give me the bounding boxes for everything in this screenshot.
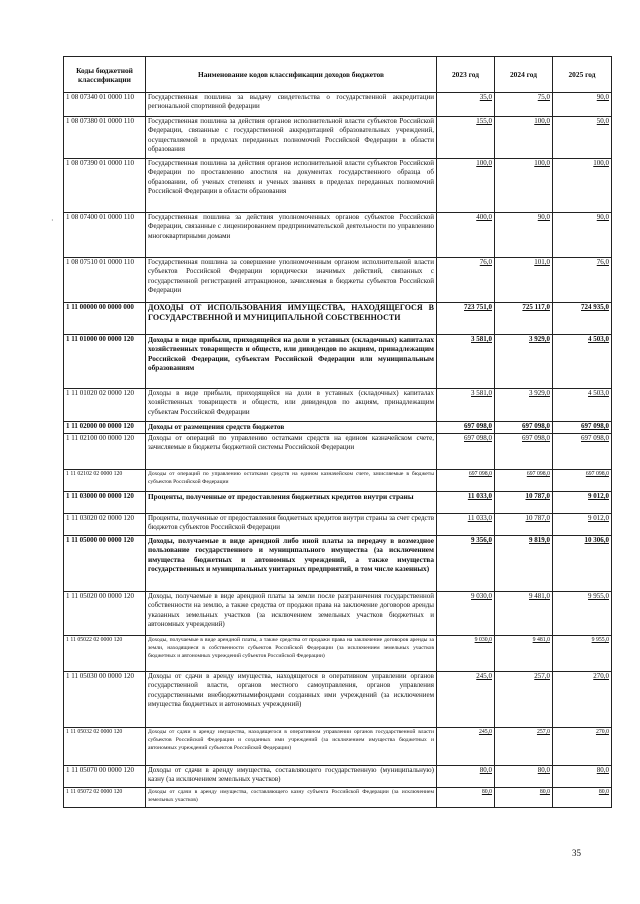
table-row: [64, 335, 612, 389]
row-name: Доходы от сдачи в аренду имущества, составляющего государственную (муниципальную) казну (за исключением земельных участков): [146, 766, 437, 788]
row-value-2023: 3 581,0: [437, 335, 495, 389]
row-code: 1 11 00000 00 0000 000: [64, 303, 146, 335]
row-value-2023: 245,0: [437, 672, 495, 728]
header-2024: 2024 год: [495, 57, 553, 93]
table-row: [64, 389, 612, 422]
row-name: Доходы от сдачи в аренду имущества, находящегося в оперативном управлении органов государственной власти субъектов Российской Федерации и созданных ими учреждений (за исключением имущества бюджетных и автономных учреждений субъектов Российской Федерации): [146, 728, 437, 766]
row-value-2024: 697 098,0: [495, 422, 553, 434]
row-value-2025: 4 503,0: [553, 389, 612, 422]
row-name: Доходы в виде прибыли, приходящейся на доли в уставных (складочных) капиталах хозяйственных товариществ и обществ, или дивидендов по акциям, принадлежащим субъектам Российской Федерации: [146, 389, 437, 422]
row-value-2025: 50,0: [553, 117, 612, 159]
table-row: [64, 672, 612, 728]
row-name: Доходы от сдачи в аренду имущества, находящегося в оперативном управлении органов государственной власти, органов местного самоуправления, органов управления государственными внебюджетнымифондами созданных ими учреждений (за исключением имущества бюджетных и автономных учреждений): [146, 672, 437, 728]
row-value-2023: 80,0: [437, 788, 495, 808]
row-value-2024: 257,0: [495, 728, 553, 766]
row-value-2024: 90,0: [495, 213, 553, 258]
row-code: 1 11 02100 00 0000 120: [64, 434, 146, 470]
table-row: [64, 213, 612, 258]
row-name: Доходы от размещения средств бюджетов: [146, 422, 437, 434]
row-code: 1 11 01000 00 0000 120: [64, 335, 146, 389]
row-value-2023: 245,0: [437, 728, 495, 766]
row-value-2024: 9 481,0: [495, 636, 553, 672]
row-name: Доходы, получаемые в виде арендной платы за земли после разграничения государственной собственности на землю, а также средства от продажи права на заключение договоров аренды указанных земельных участков (за исключением земельных участков бюджетных и автономных учреждений): [146, 592, 437, 636]
row-value-2023: 9 356,0: [437, 536, 495, 592]
row-name: Доходы от операций по управлению остатками средств на едином казначейском счете, зачисляемые в бюджеты субъектов Российской Федерации: [146, 470, 437, 492]
row-code: 1 11 05020 00 0000 120: [64, 592, 146, 636]
row-value-2025: 724 935,0: [553, 303, 612, 335]
row-value-2023: 9 030,0: [437, 592, 495, 636]
row-value-2024: 9 819,0: [495, 536, 553, 592]
row-value-2024: 9 481,0: [495, 592, 553, 636]
header-2025: 2025 год: [553, 57, 612, 93]
row-value-2024: 100,0: [495, 159, 553, 213]
row-value-2023: 11 033,0: [437, 492, 495, 514]
table-row: [64, 766, 612, 788]
row-value-2025: 90,0: [553, 213, 612, 258]
row-value-2024: 101,0: [495, 258, 553, 303]
table-row: [64, 434, 612, 470]
row-value-2024: 697 098,0: [495, 470, 553, 492]
row-value-2025: 80,0: [553, 766, 612, 788]
row-value-2025: 270,0: [553, 728, 612, 766]
row-value-2023: 100,0: [437, 159, 495, 213]
table-row: [64, 93, 612, 117]
row-code: 1 11 05070 00 0000 120: [64, 766, 146, 788]
row-code: 1 08 07510 01 0000 110: [64, 258, 146, 303]
table-row: [64, 117, 612, 159]
row-value-2025: 9 012,0: [553, 492, 612, 514]
table-row: [64, 592, 612, 636]
row-value-2023: 697 098,0: [437, 422, 495, 434]
table-row: [64, 536, 612, 592]
row-name: Государственная пошлина за выдачу свидетельства о государственной аккредитации региональной спортивной федерации: [146, 93, 437, 117]
header-name: Наименование кодов классификации доходов бюджетов: [146, 57, 437, 93]
row-value-2023: 3 581,0: [437, 389, 495, 422]
table-row: [64, 788, 612, 808]
row-value-2024: 725 117,0: [495, 303, 553, 335]
row-code: 1 11 05032 02 0000 120: [64, 728, 146, 766]
row-name: Государственная пошлина за действия органов исполнительной власти субъектов Российской Федерации, связанные с государственной аккредитацией образовательных учреждений, осуществляемой в пределах переданных полномочий Российской Федерации в области образования: [146, 117, 437, 159]
row-code: 1 11 03020 02 0000 120: [64, 514, 146, 536]
header-code: Коды бюджетной классификации: [64, 57, 146, 93]
row-name: Доходы от операций по управлению остатками средств на едином казначейском счете, зачисляемые в бюджеты бюджетной системы Российской Федерации: [146, 434, 437, 470]
table-row: [64, 258, 612, 303]
row-name: Государственная пошлина за действия уполномоченных органов субъектов Российской Федерации, связанные с лицензированием предпринимательской деятельности по управлению многоквартирными домами: [146, 213, 437, 258]
table-row: [64, 728, 612, 766]
table-header-row: [64, 57, 612, 93]
row-name: Государственная пошлина за совершение уполномоченным органом исполнительной власти субъектов Российской Федерации юридически значимых действий, связанных с государственной регистрацией аттракционов, зачисляемая в бюджеты субъектов Российской Федерации: [146, 258, 437, 303]
row-value-2023: 9 030,0: [437, 636, 495, 672]
row-name: Проценты, полученные от предоставления бюджетных кредитов внутри страны за счет средств бюджетов субъектов Российской Федерации: [146, 514, 437, 536]
row-code: 1 11 05022 02 0000 120: [64, 636, 146, 672]
row-value-2023: 76,0: [437, 258, 495, 303]
row-value-2025: 80,0: [553, 788, 612, 808]
row-value-2023: 697 098,0: [437, 470, 495, 492]
row-value-2024: 3 929,0: [495, 335, 553, 389]
row-value-2025: 9 955,0: [553, 636, 612, 672]
table-row: [64, 492, 612, 514]
table-row: [64, 422, 612, 434]
row-value-2025: 697 098,0: [553, 434, 612, 470]
row-value-2025: 9 012,0: [553, 514, 612, 536]
row-code: 1 11 05030 00 0000 120: [64, 672, 146, 728]
table-row: [64, 514, 612, 536]
row-value-2024: 80,0: [495, 788, 553, 808]
row-code: 1 08 07380 01 0000 110: [64, 117, 146, 159]
row-name: ДОХОДЫ ОТ ИСПОЛЬЗОВАНИЯ ИМУЩЕСТВА, НАХОДЯЩЕГОСЯ В ГОСУДАРСТВЕННОЙ И МУНИЦИПАЛЬНОЙ СОБСТВЕННОСТИ: [146, 303, 437, 335]
header-2023: 2023 год: [437, 57, 495, 93]
row-value-2025: 10 306,0: [553, 536, 612, 592]
row-value-2024: 100,0: [495, 117, 553, 159]
table-row: [64, 303, 612, 335]
row-value-2025: 90,0: [553, 93, 612, 117]
row-value-2023: 35,0: [437, 93, 495, 117]
table-row: [64, 159, 612, 213]
row-value-2025: 697 098,0: [553, 470, 612, 492]
row-name: Доходы в виде прибыли, приходящейся на доли в уставных (складочных) капиталах хозяйственных товариществ и обществ, или дивидендов по акциям, принадлежащим Российской Федерации, субъектам Российской Федерации или муниципальным образованиям: [146, 335, 437, 389]
budget-revenue-table: [63, 56, 612, 808]
row-value-2023: 723 751,0: [437, 303, 495, 335]
row-name: Проценты, полученные от предоставления бюджетных кредитов внутри страны: [146, 492, 437, 514]
row-code: 1 11 01020 02 0000 120: [64, 389, 146, 422]
row-value-2024: 10 787,0: [495, 492, 553, 514]
row-code: 1 11 03000 00 0000 120: [64, 492, 146, 514]
row-name: Доходы от сдачи в аренду имущества, составляющего казну субъекта Российской Федерации (за исключением земельных участков): [146, 788, 437, 808]
row-value-2024: 80,0: [495, 766, 553, 788]
row-name: Доходы, получаемые в виде арендной либо иной платы за передачу в возмездное пользование государственного и муниципального имущества (за исключением имущества бюджетных и автономных учреждений, а также имущества государственных и муниципальных унитарных предприятий, в том числе казенных): [146, 536, 437, 592]
row-value-2025: 697 098,0: [553, 422, 612, 434]
table-row: [64, 470, 612, 492]
row-code: 1 08 07390 01 0000 110: [64, 159, 146, 213]
row-value-2024: 75,0: [495, 93, 553, 117]
table-row: [64, 636, 612, 672]
row-code: 1 11 02102 02 0000 120: [64, 470, 146, 492]
row-value-2025: 9 955,0: [553, 592, 612, 636]
row-value-2023: 80,0: [437, 766, 495, 788]
row-value-2023: 697 098,0: [437, 434, 495, 470]
row-value-2025: 4 503,0: [553, 335, 612, 389]
row-code: 1 08 07340 01 0000 110: [64, 93, 146, 117]
scan-margin-dot: ·: [51, 216, 54, 225]
row-value-2023: 155,0: [437, 117, 495, 159]
row-value-2025: 100,0: [553, 159, 612, 213]
row-value-2024: 257,0: [495, 672, 553, 728]
row-code: 1 11 02000 00 0000 120: [64, 422, 146, 434]
row-name: Доходы, получаемые в виде арендной платы, а также средства от продажи права на заключение договоров аренды за земли, находящиеся в собственности субъектов Российской Федерации (за исключением земельных участков бюджетных и автономных учреждений субъектов Российской Федерации): [146, 636, 437, 672]
row-value-2025: 270,0: [553, 672, 612, 728]
page-number: 35: [572, 848, 581, 858]
row-name: Государственная пошлина за действия органов исполнительной власти субъектов Российской Федерации по проставлению апостиля на документах государственного образца об образовании, об ученых степенях и ученых званиях в пределах переданных полномочий Российской Федерации в области образования: [146, 159, 437, 213]
row-code: 1 08 07400 01 0000 110: [64, 213, 146, 258]
row-value-2023: 400,0: [437, 213, 495, 258]
row-code: 1 11 05000 00 0000 120: [64, 536, 146, 592]
row-value-2024: 10 787,0: [495, 514, 553, 536]
row-value-2025: 76,0: [553, 258, 612, 303]
row-code: 1 11 05072 02 0000 120: [64, 788, 146, 808]
row-value-2023: 11 033,0: [437, 514, 495, 536]
row-value-2024: 3 929,0: [495, 389, 553, 422]
row-value-2024: 697 098,0: [495, 434, 553, 470]
